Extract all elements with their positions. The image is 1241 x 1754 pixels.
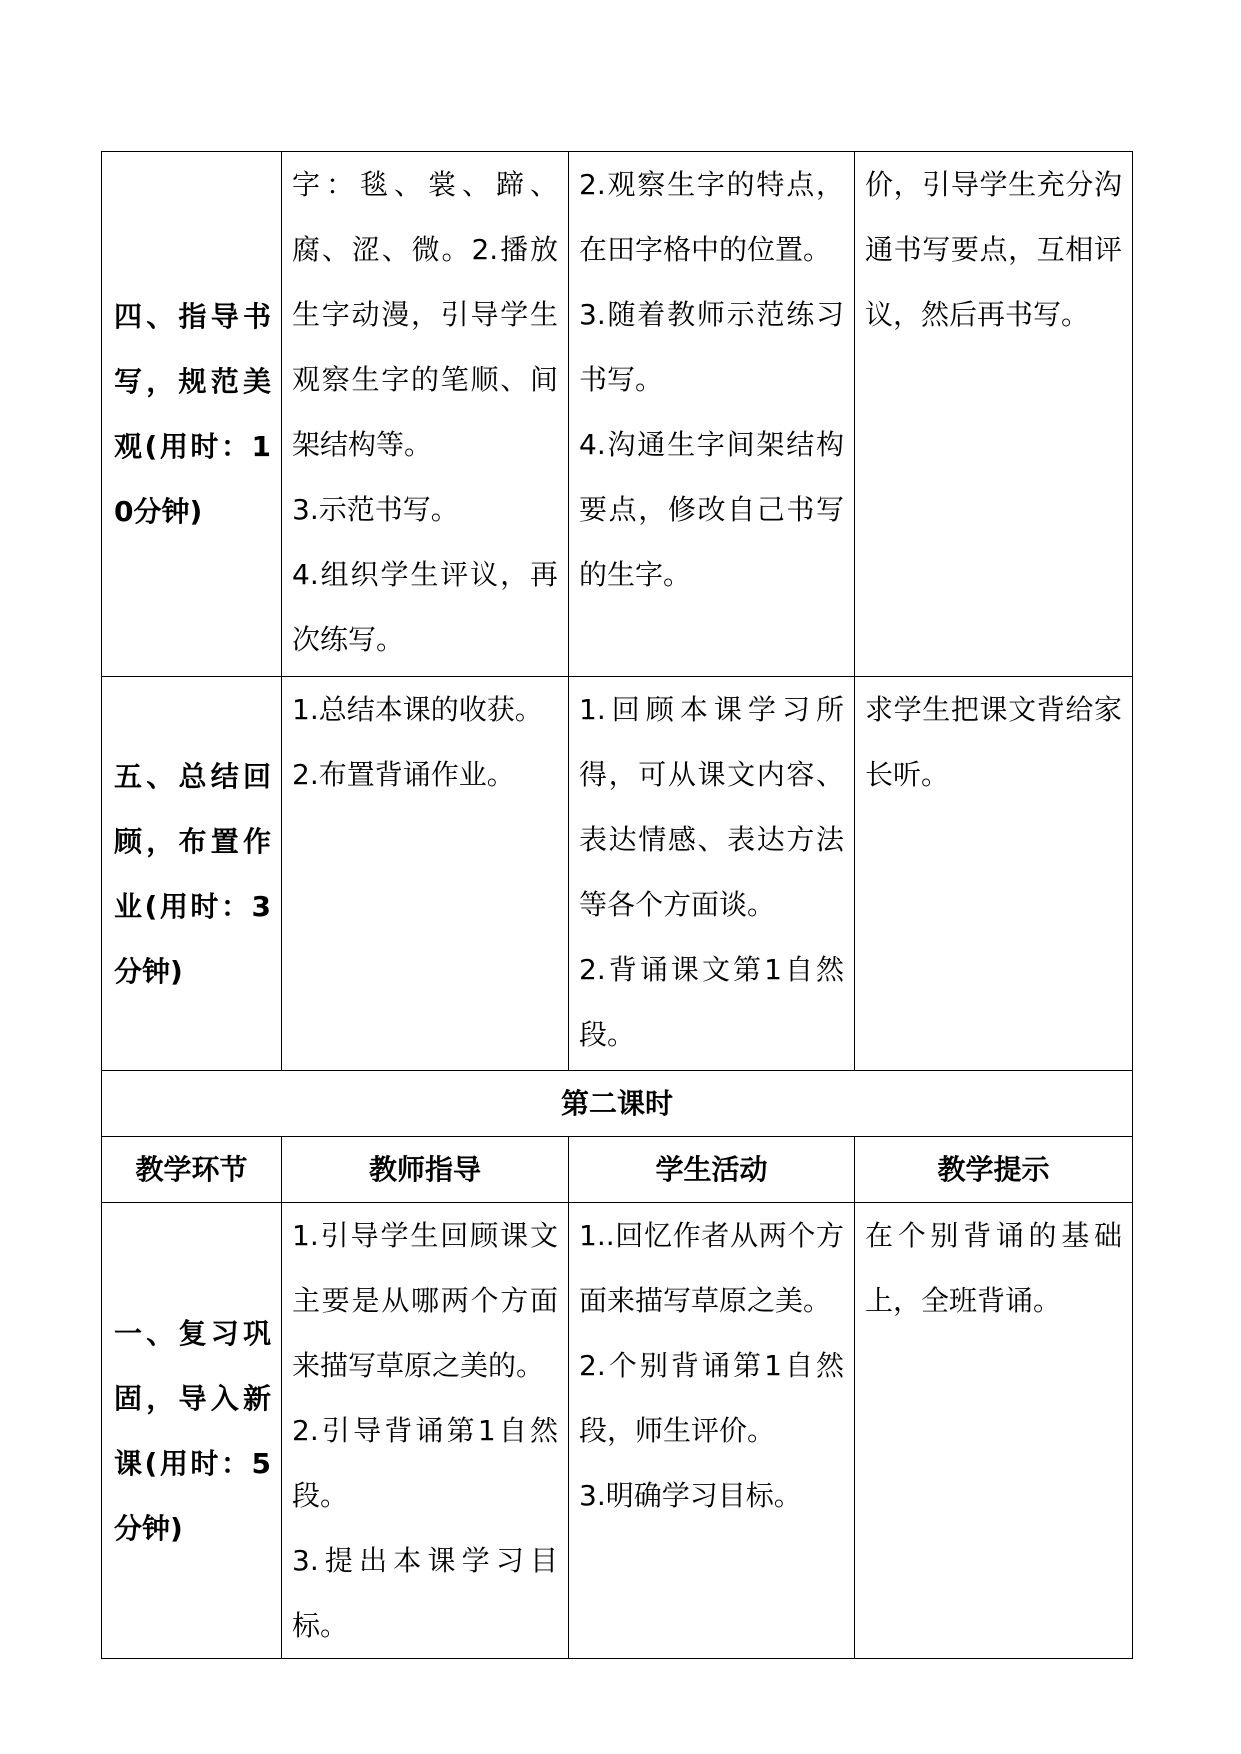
lesson-plan-table — [101, 151, 1133, 1659]
teacher-cell — [282, 1203, 569, 1659]
stage-cell: 一、复习巩固，导入新课(用时：5分钟) — [102, 1203, 282, 1659]
hint-item: 在个别背诵的基础上，全班背诵。 — [865, 1219, 1122, 1317]
header-student: 学生活动 — [569, 1137, 855, 1203]
hint-item: 求学生把课文背给家长听。 — [865, 693, 1122, 791]
teacher-item: 3.示范书写。 — [292, 493, 459, 526]
student-cell — [569, 152, 855, 677]
teacher-cell — [282, 152, 569, 677]
teacher-item: 字：毯、裳、蹄、腐、涩、微。2.播放生字动漫，引导学生观察生字的笔顺、间架结构等。 — [292, 168, 558, 461]
table-row — [102, 1203, 1133, 1659]
teacher-item: 2.引导背诵第1自然段。 — [292, 1414, 558, 1512]
teacher-cell — [282, 677, 569, 1071]
student-cell — [569, 1203, 855, 1659]
stage-cell: 四、指导书写，规范美观(用时：10分钟) — [102, 152, 282, 677]
hint-cell — [855, 677, 1133, 1071]
teacher-item: 3.提出本课学习目标。 — [292, 1544, 558, 1642]
student-cell — [569, 677, 855, 1071]
teacher-item: 1.引导学生回顾课文主要是从哪两个方面来描写草原之美的。 — [292, 1219, 558, 1382]
header-stage: 教学环节 — [102, 1137, 282, 1203]
student-item: 2.观察生字的特点，在田字格中的位置。 — [579, 168, 844, 266]
student-item: 1..回忆作者从两个方面来描写草原之美。 — [579, 1219, 844, 1317]
table-row — [102, 677, 1133, 1071]
student-item: 3.明确学习目标。 — [579, 1479, 802, 1512]
section-title: 第二课时 — [102, 1071, 1133, 1137]
student-item: 2.背诵课文第1自然段。 — [579, 953, 844, 1051]
teacher-item: 2.布置背诵作业。 — [292, 758, 515, 791]
teacher-item: 1.总结本课的收获。 — [292, 693, 543, 726]
table-row — [102, 152, 1133, 677]
student-item: 3.随着教师示范练习书写。 — [579, 298, 844, 396]
header-hint: 教学提示 — [855, 1137, 1133, 1203]
header-teacher: 教师指导 — [282, 1137, 569, 1203]
teacher-item: 4.组织学生评议，再次练写。 — [292, 558, 558, 656]
student-item: 1.回顾本课学习所得，可从课文内容、表达情感、表达方法等各个方面谈。 — [579, 693, 844, 921]
section-title-row — [102, 1071, 1133, 1137]
hint-cell — [855, 1203, 1133, 1659]
student-item: 2.个别背诵第1自然段，师生评价。 — [579, 1349, 844, 1447]
header-row — [102, 1137, 1133, 1203]
hint-item: 价，引导学生充分沟通书写要点，互相评议，然后再书写。 — [865, 168, 1122, 331]
student-item: 4.沟通生字间架结构要点，修改自己书写的生字。 — [579, 428, 844, 591]
hint-cell — [855, 152, 1133, 677]
stage-cell: 五、总结回顾，布置作业(用时：3分钟) — [102, 677, 282, 1071]
